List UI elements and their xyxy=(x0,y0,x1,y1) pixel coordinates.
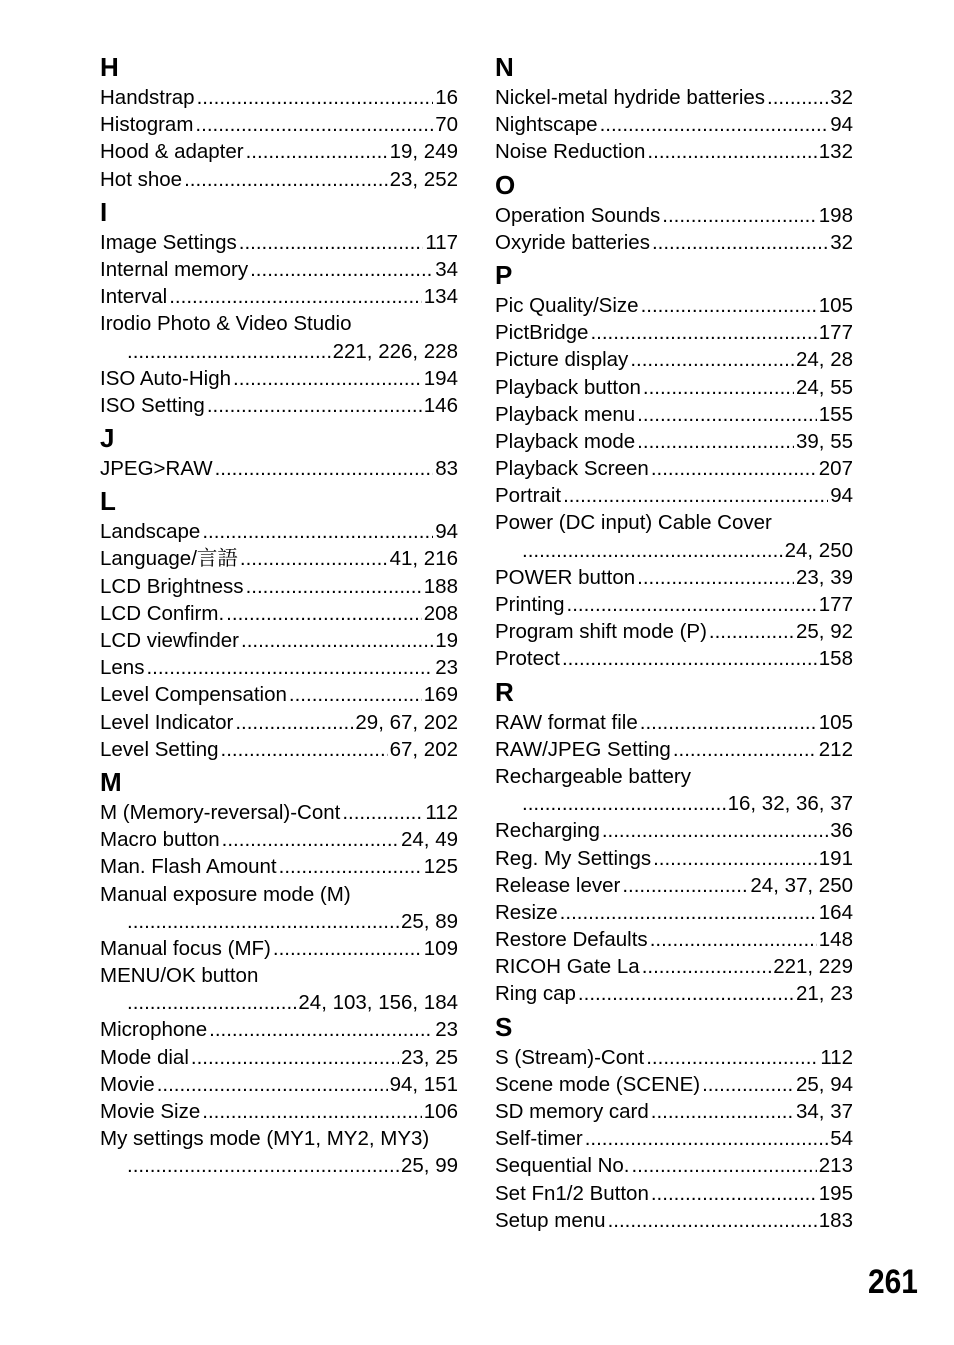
index-entry xyxy=(495,817,853,844)
index-entry xyxy=(495,899,853,926)
entry-term: Pic Quality/Size xyxy=(495,293,639,317)
entry-pages: 24, 250 xyxy=(784,538,853,562)
index-entry xyxy=(495,845,853,872)
index-entry xyxy=(495,872,853,899)
index-section-n xyxy=(495,48,853,166)
leader-dots xyxy=(226,600,422,627)
leader-dots xyxy=(235,709,353,736)
index-entry xyxy=(495,1152,853,1179)
leader-dots xyxy=(250,256,433,283)
entry-pages: 213 xyxy=(818,1154,853,1178)
index-entry xyxy=(495,709,853,736)
index-entry xyxy=(100,365,458,392)
index-section-o xyxy=(495,166,853,256)
leader-dots xyxy=(647,138,816,165)
entry-term: Setup menu xyxy=(495,1208,606,1232)
entry-pages: 125 xyxy=(423,855,458,879)
entry-pages: 134 xyxy=(423,285,458,309)
leader-dots xyxy=(279,853,422,880)
page-number: 261 xyxy=(868,1263,918,1301)
leader-dots xyxy=(202,1098,422,1125)
entry-pages: 39, 55 xyxy=(796,429,853,453)
section-letter: M xyxy=(100,766,122,797)
index-entry xyxy=(100,256,458,283)
section-letter: O xyxy=(495,169,516,200)
index-entry xyxy=(100,600,458,627)
leader-dots xyxy=(221,736,388,763)
index-section-s xyxy=(495,1008,853,1234)
entry-term: M (Memory-reversal)-Cont xyxy=(100,800,341,824)
section-letter: I xyxy=(100,196,108,227)
section-letter: S xyxy=(495,1011,513,1042)
index-entry xyxy=(100,654,458,681)
entry-pages: 188 xyxy=(423,574,458,598)
index-entry xyxy=(100,709,458,736)
entry-pages: 208 xyxy=(423,601,458,625)
leader-dots xyxy=(195,111,433,138)
leader-dots xyxy=(560,899,817,926)
leader-dots xyxy=(522,537,783,564)
entry-pages: 155 xyxy=(818,402,853,426)
index-entry xyxy=(100,455,458,482)
entry-pages: 221, 229 xyxy=(773,955,853,979)
leader-dots xyxy=(289,681,422,708)
index-column-left xyxy=(100,48,458,1180)
leader-dots xyxy=(702,1071,794,1098)
entry-term: Movie xyxy=(100,1072,155,1096)
index-entry xyxy=(495,319,853,346)
index-entry xyxy=(495,1207,853,1234)
entry-pages: 94 xyxy=(830,484,853,508)
entry-term: Handstrap xyxy=(100,86,195,109)
entry-pages: 25, 99 xyxy=(401,1154,458,1178)
entry-term: RAW/JPEG Setting xyxy=(495,737,671,761)
leader-dots xyxy=(585,1125,828,1152)
entry-term: Macro button xyxy=(100,828,220,852)
index-entry xyxy=(100,166,458,193)
index-entry xyxy=(100,573,458,600)
entry-pages: 112 xyxy=(820,1045,853,1069)
index-entry xyxy=(495,736,853,763)
leader-dots xyxy=(622,872,748,899)
entry-term: LCD Confirm. xyxy=(100,601,225,625)
leader-dots xyxy=(342,799,423,826)
entry-term: Program shift mode (P) xyxy=(495,620,707,644)
index-entry xyxy=(495,1044,853,1071)
index-entry xyxy=(495,202,853,229)
index-entry xyxy=(100,627,458,654)
entry-pages: 67, 202 xyxy=(389,737,458,761)
entry-pages: 19, 249 xyxy=(389,140,458,164)
entry-term: Sequential No. xyxy=(495,1154,630,1178)
index-entry xyxy=(100,229,458,256)
section-letter: N xyxy=(495,52,514,82)
index-entry xyxy=(495,428,853,455)
entry-pages: 177 xyxy=(818,593,853,616)
leader-dots xyxy=(578,980,794,1007)
entry-term: Playback mode xyxy=(495,429,636,453)
entry-pages: 94 xyxy=(435,520,458,544)
leader-dots xyxy=(602,817,828,844)
index-entry xyxy=(100,138,458,165)
leader-dots xyxy=(631,1152,816,1179)
entry-term: Irodio Photo & Video Studio xyxy=(100,312,352,336)
leader-dots xyxy=(169,283,422,310)
entry-pages: 23, 25 xyxy=(401,1045,458,1069)
index-section-h xyxy=(100,48,458,193)
index-entry xyxy=(100,826,458,853)
entry-term: PictBridge xyxy=(495,321,589,345)
section-letter: J xyxy=(100,423,115,454)
entry-pages: 25, 92 xyxy=(796,620,853,644)
leader-dots xyxy=(207,392,422,419)
entry-term: Nightscape xyxy=(495,113,598,137)
index-entry xyxy=(100,962,458,1016)
leader-dots xyxy=(640,709,817,736)
index-entry xyxy=(100,736,458,763)
entry-term: Set Fn1/2 Button xyxy=(495,1181,649,1205)
entry-term: Hood & adapter xyxy=(100,140,244,164)
leader-dots xyxy=(637,564,794,591)
leader-dots xyxy=(127,1152,399,1179)
entry-pages: 34 xyxy=(435,257,458,281)
entry-term: Man. Flash Amount xyxy=(100,855,277,879)
index-entry xyxy=(495,564,853,591)
entry-term: Scene mode (SCENE) xyxy=(495,1072,701,1096)
entry-pages: 32 xyxy=(830,230,853,254)
index-entry xyxy=(100,799,458,826)
entry-pages: 198 xyxy=(818,203,853,227)
entry-term: Mode dial xyxy=(100,1045,189,1069)
leader-dots xyxy=(239,229,424,256)
index-entry xyxy=(495,138,853,165)
index-entry xyxy=(495,374,853,401)
entry-term: LCD Brightness xyxy=(100,574,244,598)
index-entry xyxy=(495,292,853,319)
leader-dots xyxy=(191,1044,399,1071)
index-entry xyxy=(495,84,853,111)
entry-pages: 195 xyxy=(818,1181,853,1205)
entry-term: Interval xyxy=(100,285,168,309)
index-entry xyxy=(100,853,458,880)
index-section-j xyxy=(100,419,458,482)
index-entry xyxy=(100,935,458,962)
index-section-r xyxy=(495,673,853,1008)
entry-term: Rechargeable battery xyxy=(495,764,692,788)
index-entry xyxy=(495,1125,853,1152)
entry-term: LCD viewfinder xyxy=(100,629,239,652)
leader-dots xyxy=(273,935,422,962)
entry-pages: 212 xyxy=(818,737,853,761)
entry-pages: 106 xyxy=(423,1100,458,1123)
index-entry xyxy=(495,1098,853,1125)
entry-pages: 109 xyxy=(423,936,458,960)
entry-pages: 29, 67, 202 xyxy=(355,710,458,734)
entry-pages: 148 xyxy=(818,928,853,952)
entry-pages: 23, 39 xyxy=(796,565,853,589)
leader-dots xyxy=(637,428,794,455)
index-section-p xyxy=(495,256,853,673)
entry-term: Movie Size xyxy=(100,1100,201,1123)
entry-pages: 207 xyxy=(818,457,853,481)
leader-dots xyxy=(215,455,434,482)
leader-dots xyxy=(562,645,817,672)
leader-dots xyxy=(630,346,794,373)
index-entry xyxy=(100,310,458,364)
leader-dots xyxy=(652,229,828,256)
entry-term: Protect xyxy=(495,647,560,671)
leader-dots xyxy=(608,1207,817,1234)
entry-pages: 41, 216 xyxy=(389,547,458,571)
entry-term: Oxyride batteries xyxy=(495,230,650,254)
index-entry xyxy=(100,881,458,935)
entry-term: Nickel-metal hydride batteries xyxy=(495,86,766,109)
entry-term: Image Settings xyxy=(100,230,237,254)
entry-term: Operation Sounds xyxy=(495,203,661,227)
entry-pages: 19 xyxy=(435,629,458,652)
leader-dots xyxy=(202,518,433,545)
entry-term: Histogram xyxy=(100,113,194,137)
leader-dots xyxy=(651,1098,794,1125)
entry-term: Playback menu xyxy=(495,402,636,426)
index-entry xyxy=(495,111,853,138)
entry-pages: 221, 226, 228 xyxy=(332,339,458,363)
entry-term: ISO Setting xyxy=(100,393,205,417)
entry-pages: 177 xyxy=(818,321,853,345)
entry-pages: 23 xyxy=(435,1018,458,1042)
entry-pages: 132 xyxy=(818,140,853,164)
index-entry xyxy=(495,401,853,428)
entry-term: SD memory card xyxy=(495,1100,649,1123)
index-entry xyxy=(100,518,458,545)
leader-dots xyxy=(567,591,817,618)
entry-term: Picture display xyxy=(495,348,629,372)
entry-term: MENU/OK button xyxy=(100,964,259,988)
entry-term: Hot shoe xyxy=(100,167,183,191)
leader-dots xyxy=(643,374,794,401)
entry-pages: 112 xyxy=(425,800,458,824)
index-entry xyxy=(495,926,853,953)
entry-pages: 83 xyxy=(435,457,458,481)
entry-pages: 94, 151 xyxy=(389,1072,458,1096)
index-entry xyxy=(100,111,458,138)
entry-pages: 16 xyxy=(435,86,458,109)
leader-dots xyxy=(127,908,399,935)
entry-term: Ring cap xyxy=(495,982,576,1006)
entry-term: Printing xyxy=(495,593,565,616)
entry-term: Manual exposure mode (M) xyxy=(100,882,351,906)
index-entry xyxy=(495,229,853,256)
index-entry xyxy=(495,953,853,980)
entry-term: Level Compensation xyxy=(100,683,287,707)
entry-term: RAW format file xyxy=(495,710,638,734)
entry-pages: 25, 94 xyxy=(796,1072,853,1096)
leader-dots xyxy=(767,84,828,111)
entry-term: RICOH Gate La xyxy=(495,955,640,979)
leader-dots xyxy=(246,138,388,165)
index-entry xyxy=(100,681,458,708)
index-entry xyxy=(495,346,853,373)
leader-dots xyxy=(646,1044,818,1071)
entry-term: Power (DC input) Cable Cover xyxy=(495,511,772,535)
entry-pages: 24, 28 xyxy=(796,348,853,372)
entry-pages: 164 xyxy=(818,900,853,924)
entry-term: Microphone xyxy=(100,1018,208,1042)
entry-pages: 25, 89 xyxy=(401,909,458,933)
section-letter: H xyxy=(100,52,119,82)
entry-term: S (Stream)-Cont xyxy=(495,1045,645,1069)
index-entry xyxy=(100,1016,458,1043)
section-letter: R xyxy=(495,676,514,707)
entry-pages: 70 xyxy=(435,113,458,137)
entry-pages: 34, 37 xyxy=(796,1100,853,1123)
entry-term: Language/言語 xyxy=(100,547,238,571)
leader-dots xyxy=(673,736,817,763)
entry-pages: 146 xyxy=(423,393,458,417)
leader-dots xyxy=(127,989,296,1016)
entry-pages: 194 xyxy=(423,366,458,390)
entry-pages: 24, 49 xyxy=(401,828,458,852)
entry-pages: 105 xyxy=(818,293,853,317)
entry-pages: 183 xyxy=(818,1208,853,1232)
index-section-i xyxy=(100,193,458,419)
entry-term: My settings mode (MY1, MY2, MY3) xyxy=(100,1127,430,1151)
entry-term: Release lever xyxy=(495,873,621,897)
entry-term: Restore Defaults xyxy=(495,928,648,952)
leader-dots xyxy=(651,455,817,482)
leader-dots xyxy=(240,545,388,572)
leader-dots xyxy=(246,573,422,600)
index-entry xyxy=(100,283,458,310)
entry-term: Level Indicator xyxy=(100,710,234,734)
index-entry xyxy=(100,392,458,419)
entry-pages: 191 xyxy=(818,846,853,870)
entry-term: ISO Auto-High xyxy=(100,366,232,390)
index-entry xyxy=(100,1071,458,1098)
entry-pages: 169 xyxy=(423,683,458,707)
leader-dots xyxy=(641,292,817,319)
index-entry xyxy=(100,1098,458,1125)
entry-term: Reg. My Settings xyxy=(495,846,652,870)
leader-dots xyxy=(222,826,399,853)
entry-pages: 105 xyxy=(818,710,853,734)
entry-term: Playback button xyxy=(495,375,641,399)
entry-term: Resize xyxy=(495,900,558,924)
leader-dots xyxy=(157,1071,388,1098)
leader-dots xyxy=(590,319,816,346)
leader-dots xyxy=(650,926,817,953)
entry-term: Playback Screen xyxy=(495,457,649,481)
index-entry xyxy=(495,980,853,1007)
leader-dots xyxy=(563,482,828,509)
entry-pages: 24, 37, 250 xyxy=(750,873,853,897)
leader-dots xyxy=(600,111,829,138)
entry-pages: 32 xyxy=(830,86,853,109)
index-entry xyxy=(495,645,853,672)
index-entry xyxy=(100,84,458,111)
entry-term: POWER button xyxy=(495,565,636,589)
index-entry xyxy=(495,591,853,618)
index-entry xyxy=(495,1180,853,1207)
entry-term: Lens xyxy=(100,656,145,680)
entry-term: Landscape xyxy=(100,520,201,544)
leader-dots xyxy=(184,166,388,193)
entry-pages: 158 xyxy=(818,647,853,671)
entry-pages: 117 xyxy=(425,230,458,254)
leader-dots xyxy=(127,338,331,365)
entry-term: Self-timer xyxy=(495,1127,583,1151)
leader-dots xyxy=(642,953,771,980)
entry-term: JPEG>RAW xyxy=(100,457,213,481)
index-section-l xyxy=(100,482,458,763)
entry-term: Level Setting xyxy=(100,737,219,761)
index-entry xyxy=(495,455,853,482)
entry-pages: 24, 103, 156, 184 xyxy=(298,991,458,1015)
entry-term: Noise Reduction xyxy=(495,140,646,164)
leader-dots xyxy=(662,202,817,229)
entry-term: Recharging xyxy=(495,819,600,843)
leader-dots xyxy=(651,1180,817,1207)
leader-dots xyxy=(241,627,433,654)
index-entry xyxy=(495,482,853,509)
index-entry xyxy=(495,1071,853,1098)
index-entry xyxy=(495,618,853,645)
leader-dots xyxy=(233,365,422,392)
index-section-m xyxy=(100,763,458,1180)
index-entry xyxy=(100,1044,458,1071)
entry-pages: 16, 32, 36, 37 xyxy=(727,792,853,816)
leader-dots xyxy=(709,618,794,645)
leader-dots xyxy=(146,654,433,681)
entry-term: Manual focus (MF) xyxy=(100,936,271,960)
entry-pages: 21, 23 xyxy=(796,982,853,1006)
index-entry xyxy=(495,509,853,563)
entry-pages: 54 xyxy=(830,1127,853,1151)
entry-pages: 24, 55 xyxy=(796,375,853,399)
leader-dots xyxy=(653,845,817,872)
entry-pages: 36 xyxy=(830,819,853,843)
index-entry xyxy=(495,763,853,817)
index-column-right xyxy=(495,48,853,1234)
leader-dots xyxy=(197,84,434,111)
index-entry xyxy=(100,545,458,572)
section-letter: L xyxy=(100,486,116,517)
entry-pages: 94 xyxy=(830,113,853,137)
section-letter: P xyxy=(495,259,513,290)
entry-pages: 23 xyxy=(435,656,458,680)
index-entry xyxy=(100,1125,458,1179)
entry-term: Internal memory xyxy=(100,257,249,281)
leader-dots xyxy=(637,401,817,428)
leader-dots xyxy=(522,790,726,817)
entry-term: Portrait xyxy=(495,484,562,508)
leader-dots xyxy=(209,1016,433,1043)
entry-pages: 23, 252 xyxy=(389,167,458,191)
